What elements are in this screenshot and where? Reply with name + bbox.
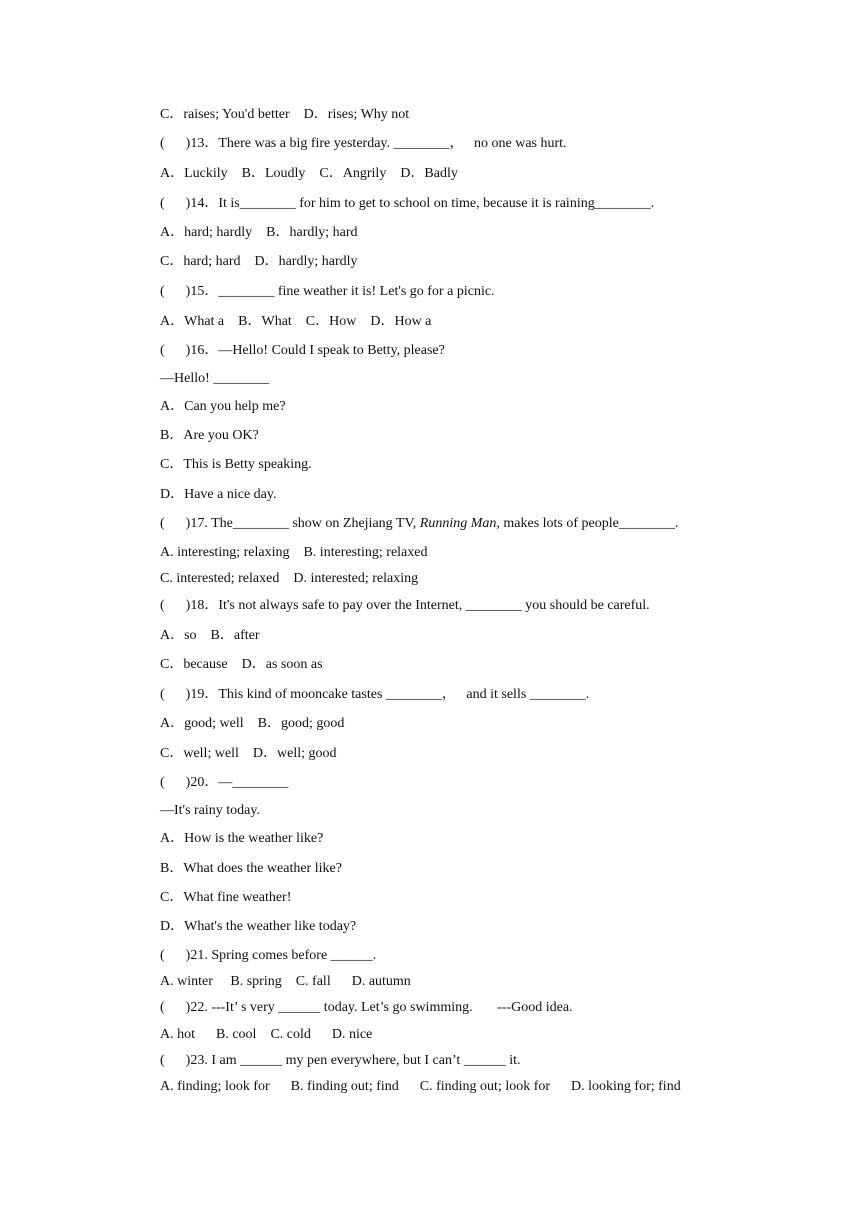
question-13: ( )13．There was a big fire yesterday. ________， no one was hurt.: [160, 136, 567, 151]
question-15: ( )15．________ fine weather it is! Let's go for a picnic.: [160, 284, 495, 299]
question-14: ( )14．It is________ for him to get to school on time, because it is raining________.: [160, 196, 655, 211]
options-cd-q17: C. interested; relaxed D. interested; relaxing: [160, 571, 419, 586]
dialogue-q16: —Hello! ________: [160, 371, 270, 386]
options-ab-q18: A．so B．after: [160, 628, 260, 643]
question-23: ( )23. I am ______ my pen everywhere, but I can’t ______ it.: [160, 1053, 521, 1068]
options-ab-q17: A. interesting; relaxing B. interesting; relaxed: [160, 545, 428, 560]
option-c-q20: C．What fine weather!: [160, 890, 292, 905]
options-q22: A. hot B. cool C. cold D. nice: [160, 1027, 373, 1042]
option-c-q16: C．This is Betty speaking.: [160, 457, 312, 472]
question-18: ( )18．It's not always safe to pay over the Internet, ________ you should be careful.: [160, 598, 650, 613]
option-b-q16: B．Are you OK?: [160, 428, 259, 443]
dialogue-q20: —It's rainy today.: [160, 803, 260, 818]
question-17: [160, 516, 678, 532]
options-ab-q14: A．hard; hardly B．hardly; hard: [160, 225, 358, 240]
options-cd-q14: C．hard; hard D．hardly; hardly: [160, 254, 358, 269]
question-20: ( )20．—________: [160, 775, 289, 790]
options-q21: A. winter B. spring C. fall D. autumn: [160, 974, 411, 989]
option-d-q16: D．Have a nice day.: [160, 487, 277, 502]
options-cd-q18: C．because D．as soon as: [160, 657, 323, 672]
option-b-q20: B．What does the weather like?: [160, 861, 342, 876]
question-17-before: ( )17. The________ show on Zhejiang TV,: [160, 516, 420, 531]
options-ab-q19: A．good; well B．good; good: [160, 716, 345, 731]
options-cd-q19: C．well; well D．well; good: [160, 746, 337, 761]
question-19: ( )19．This kind of mooncake tastes ________， and it sells ________.: [160, 687, 590, 702]
question-17-after: makes lots of people________.: [499, 516, 679, 531]
question-21: ( )21. Spring comes before ______.: [160, 948, 377, 963]
option-a-q20: A．How is the weather like?: [160, 831, 324, 846]
option-a-q16: A．Can you help me?: [160, 399, 286, 414]
question-16: ( )16．—Hello! Could I speak to Betty, please?: [160, 343, 445, 358]
question-17-show-title: Running Man,: [419, 516, 500, 531]
line-option-cd-q12: C．raises; You'd better D．rises; Why not: [160, 107, 410, 122]
option-d-q20: D．What's the weather like today?: [160, 919, 357, 934]
options-q15: A．What a B．What C．How D．How a: [160, 314, 432, 329]
options-q23: A. finding; look for B. finding out; find C. finding out; look for D. looking for; find: [160, 1079, 681, 1094]
question-22: ( )22. ---It’ s very ______ today. Let’s go swimming. ---Good idea.: [160, 1000, 573, 1015]
options-q13: A．Luckily B．Loudly C．Angrily D．Badly: [160, 166, 458, 181]
